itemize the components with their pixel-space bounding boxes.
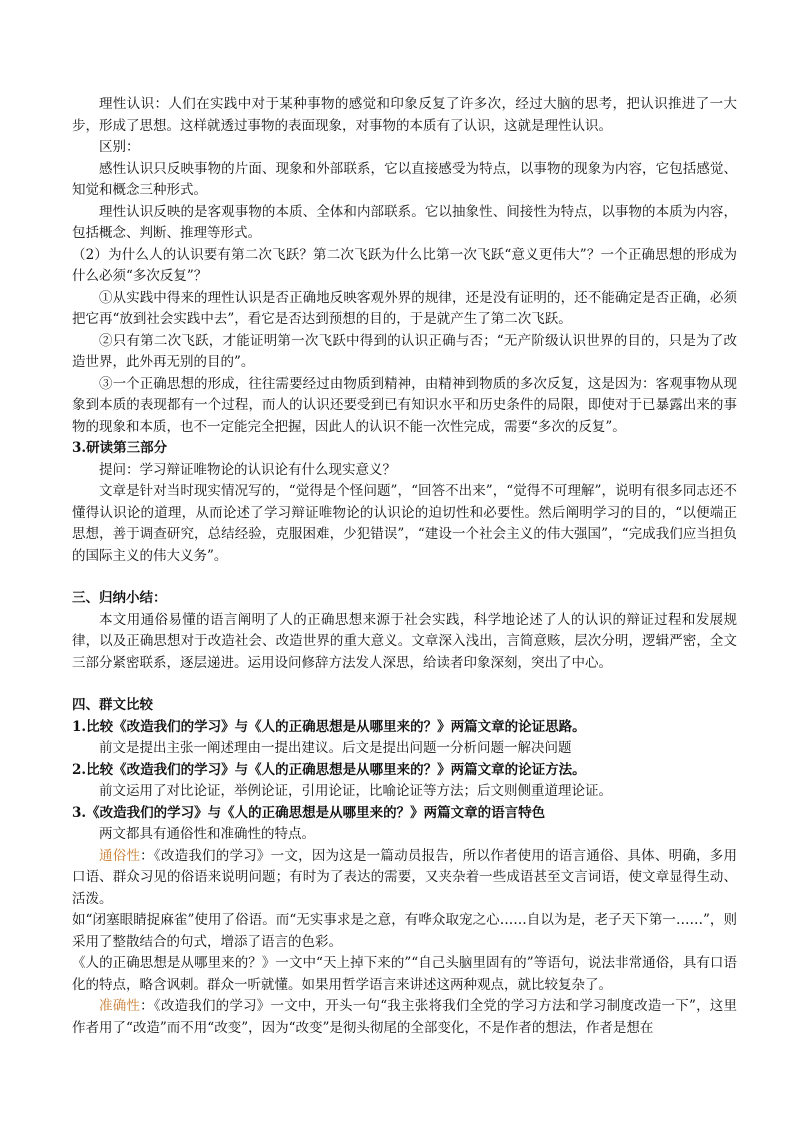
- popularity-label: 通俗性: [99, 847, 141, 864]
- answer-3: ③一个正确思想的形成，往往需要经过由物质到精神，由精神到物质的多次反复，这是因为：客观事物从现象到本质的表现都有一个过程，而人的认识还要受到已有知识水平和历史条件的局限，即使对于已暴露出来的事物的现象和本质，也不一定能完全把握，因此人的认识不能一次性完成，需要“多次的反复”。: [72, 375, 737, 435]
- spacer: [72, 567, 737, 588]
- comparison-heading-1: 1.比较《改造我们的学习》与《人的正确思想是从哪里来的？》两篇文章的论证思路。: [72, 718, 586, 735]
- popularity-paragraph: [72, 846, 737, 911]
- example-2: 《人的正确思想是从哪里来的？》一文中“天上掉下来的”“自己头脑里固有的”等语句，说法非常通俗，具有口语化的特点，略含讽刺。群众一听就懂。如果用哲学语言来讲述这两种观点，就比较复杂了。: [72, 955, 737, 993]
- document-page: [72, 94, 737, 1039]
- comparison-title: 四、群文比较: [72, 697, 153, 713]
- accuracy-paragraph: [72, 996, 737, 1039]
- accuracy-text: ：《改造我们的学习》一文中，开头一句“我主张将我们全党的学习方法和学习制度改造一下”，这里作者用了“改造”而不用“改变”，因为“改变”是彻头彻尾的全部变化，不是作者的想法，作者是想在: [72, 998, 737, 1036]
- popularity-text: ：《改造我们的学习》一文，因为这是一篇动员报告，所以作者使用的语言通俗、具体、明确，多用口语、群众习见的俗语来说明问题；有时为了表达的需要，又夹杂着一些成语甚至文言词语，使文章显得生动、活泼。: [72, 847, 738, 907]
- section-3-heading: 3.研读第三部分: [72, 440, 168, 456]
- summary-body: 本文用通俗易懂的语言阐明了人的正确思想来源于社会实践，科学地论述了人的认识的辩证过程和发展规律，以及正确思想对于改造社会、改造世界的重大意义。文章深入浅出，言简意赅，层次分明，逻辑严密，全文三部分紧密联系，逐层递进。运用设问修辞方法发人深思，给读者印象深刻，突出了中心。: [72, 611, 737, 671]
- comparison-body-1: 前文是提出主张一阐述理由一提出建议。后文是提出问题一分析问题一解决问题: [99, 740, 572, 756]
- question-2: （2）为什么人的认识要有第二次飞跃？第二次飞跃为什么比第一次飞跃“意义更伟大”？一个正确思想的形成为什么必须“多次反复”？: [72, 246, 737, 284]
- spacer: [72, 674, 737, 695]
- comparison-heading-2: 2.比较《改造我们的学习》与《人的正确思想是从哪里来的？》两篇文章的论证方法。: [72, 761, 586, 778]
- comparison-body-3: 两文都具有通俗性和准确性的特点。: [99, 826, 315, 842]
- comparison-heading-3: 3.《改造我们的学习》与《人的正确思想是从哪里来的？》两篇文章的语言特色: [72, 804, 546, 821]
- question-3: 提问：学习辩证唯物论的认识论有什么现实意义？: [99, 461, 396, 478]
- comparison-body-2: 前文运用了对比论证，举例论证，引用论证，比喻论证等方法；后文则侧重道理论证。: [99, 783, 612, 799]
- rational-cognition-paragraph: 理性认识：人们在实践中对于某种事物的感觉和印象反复了许多次，经过大脑的思考，把认识推进了一大步，形成了思想。这样就透过事物的表面现象，对事物的本质有了认识，这就是理性认识。: [72, 96, 737, 134]
- summary-title: 三、归纳小结：: [72, 590, 167, 606]
- answer-2: ②只有第二次飞跃，才能证明第一次飞跃中得到的认识正确与否；“无产阶级认识世界的目的，只是为了改造世界，此外再无别的目的”。: [72, 332, 737, 370]
- rational-difference-paragraph: 理性认识反映的是客观事物的本质、全体和内部联系。它以抽象性、间接性为特点，以事物的本质为内容，包括概念、判断、推理等形式。: [72, 203, 737, 241]
- answer-1: ①从实践中得来的理性认识是否正确地反映客观外界的规律，还是没有证明的，还不能确定是否正确，必须把它再“放到社会实践中去”，看它是否达到预想的目的，于是就产生了第二次飞跃。: [72, 289, 737, 327]
- example-1: 如“闭塞眼睛捉麻雀”使用了俗语。而“无实事求是之意，有哗众取宠之心……自以为是，老子天下第一……”，则采用了整散结合的句式，增添了语言的色彩。: [72, 912, 737, 950]
- answer-4: 文章是针对当时现实情况写的，“觉得是个怪问题”，“回答不出来”，“觉得不可理解”，说明有很多同志还不懂得认识论的道理，从而论述了学习辩证唯物论的认识论的迫切性和必要性。然后阐明学习的目的，“以便端正思想，善于调查研究，总结经验，克服困难，少犯错误”，“建设一个社会主义的伟大强国”，“完成我们应当担负的国际主义的伟大义务”。: [72, 483, 737, 564]
- perceptual-difference-paragraph: 感性认识只反映事物的片面、现象和外部联系，它以直接感受为特点，以事物的现象为内容，它包括感觉、知觉和概念三种形式。: [72, 160, 737, 198]
- difference-label: 区别：: [99, 139, 140, 155]
- accuracy-label: 准确性: [99, 998, 141, 1014]
